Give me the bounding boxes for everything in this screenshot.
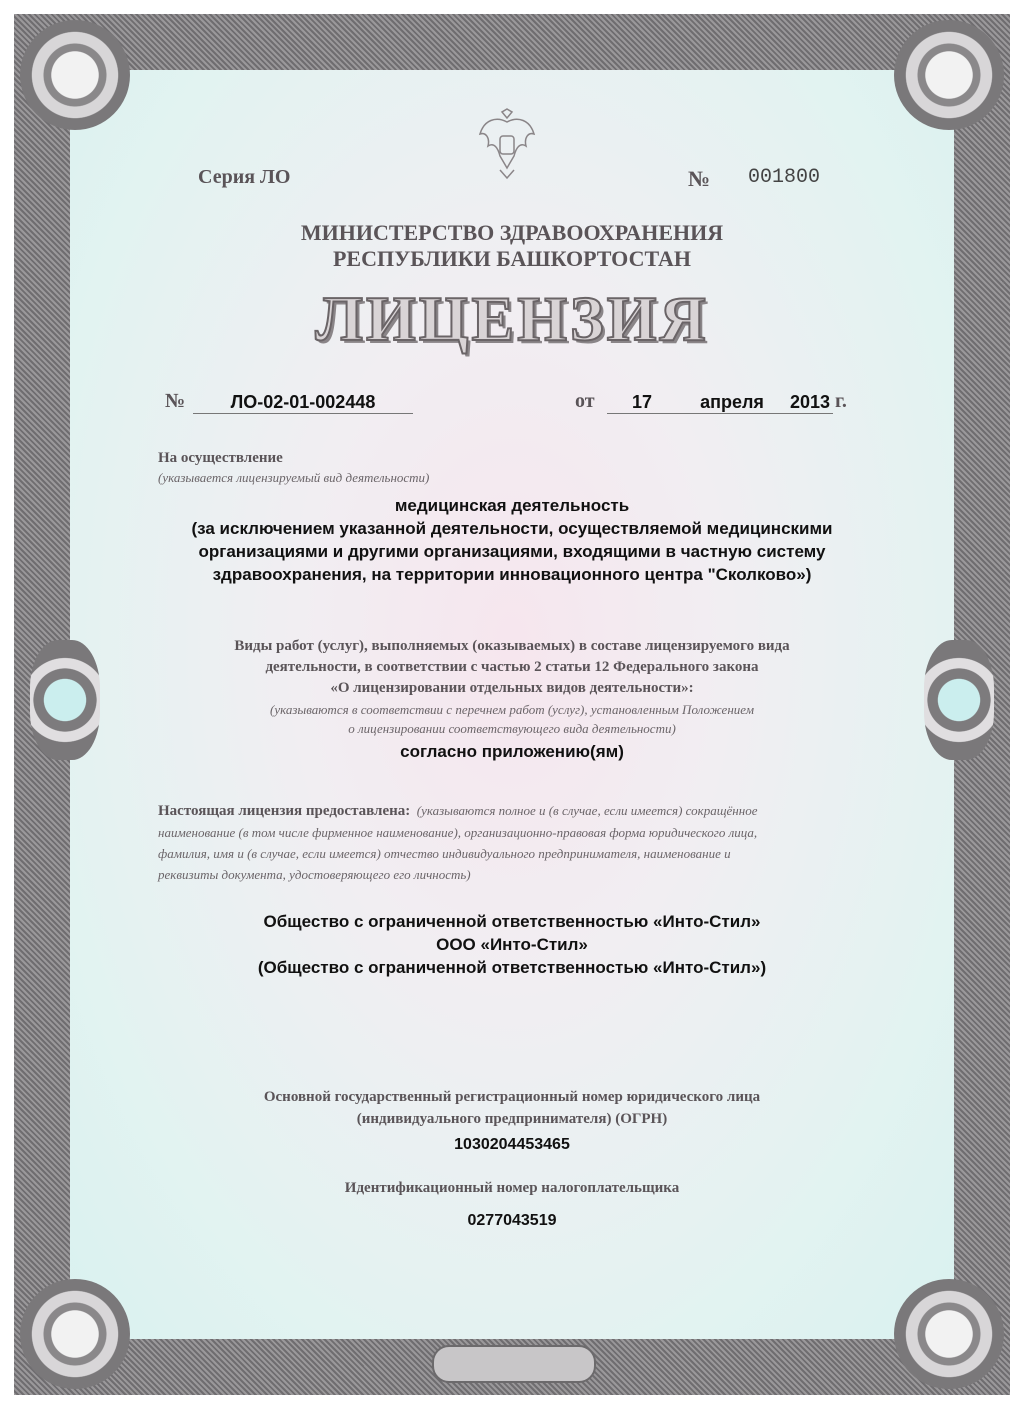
activity-line: организациями и другими организациями, входящими в частную систему	[198, 542, 826, 561]
license-number-sign: №	[165, 390, 186, 412]
license-day: 17	[607, 392, 677, 414]
corner-ornament-icon	[894, 1279, 1004, 1389]
series-label: Серия ЛО	[198, 166, 291, 188]
activity-description	[0, 494, 1024, 586]
activity-label: На осуществление	[158, 450, 283, 466]
works-heading	[0, 636, 1024, 699]
grantee-block	[158, 800, 878, 885]
activity-line: здравоохранения, на территории инновационного центра "Сколково»)	[212, 565, 812, 584]
corner-ornament-icon	[20, 1279, 130, 1389]
ogrn-value: 1030204453465	[454, 1136, 570, 1153]
grantee-hint: (указываются полное и (в случае, если имеется) сокращённое	[416, 803, 758, 818]
inn-label: Идентификационный номер налогоплательщика	[344, 1180, 680, 1196]
works-hint-line: (указываются в соответствии с перечнем работ (услуг), установленным Положением	[269, 702, 755, 717]
works-line: Виды работ (услуг), выполняемых (оказываемых) в составе лицензируемого вида	[234, 638, 790, 654]
activity-hint: (указывается лицензируемый вид деятельности)	[158, 470, 430, 485]
date-from-label: от	[575, 390, 595, 412]
form-number-sign: №	[688, 166, 711, 191]
ogrn-label-line: Основной государственный регистрационный номер юридического лица	[263, 1089, 761, 1105]
grantee-label: Настоящая лицензия предоставлена:	[158, 803, 411, 819]
grantee-brand-name: (Общество с ограниченной ответственностью «Инто-Стил»)	[257, 958, 767, 977]
works-value: согласно приложению(ям)	[400, 742, 624, 761]
grantee-hint-line: наименование (в том числе фирменное наименование), организационно-правовая форма юридического лица,	[158, 825, 758, 840]
works-hint-line: о лицензировании соответствующего вида деятельности)	[348, 721, 676, 736]
activity-line: (за исключением указанной деятельности, осуществляемой медицинскими	[191, 519, 833, 538]
activity-line: медицинская деятельность	[394, 496, 630, 515]
grantee-hint-line: реквизиты документа, удостоверяющего его личность)	[158, 867, 471, 882]
document-title: ЛИЦЕНЗИЯ	[315, 283, 709, 354]
ogrn-label	[0, 1086, 1024, 1130]
ogrn-label-line: (индивидуального предпринимателя) (ОГРН)	[356, 1111, 668, 1127]
grantee-short-name: ООО «Инто-Стил»	[436, 935, 588, 954]
works-line: деятельности, в соответствии с частью 2 статьи 12 Федерального закона	[265, 659, 759, 675]
corner-ornament-icon	[20, 20, 130, 130]
license-number-line	[165, 390, 865, 416]
license-year: 2013	[787, 392, 833, 414]
license-month: апреля	[677, 392, 787, 414]
ministry-line-2: РЕСПУБЛИКИ БАШКОРТОСТАН	[332, 246, 692, 271]
inn-value: 0277043519	[467, 1212, 557, 1229]
year-suffix: г.	[835, 390, 847, 412]
grantee-full-name: Общество с ограниченной ответственностью «Инто-Стил»	[263, 912, 761, 931]
ministry-line-1: МИНИСТЕРСТВО ЗДРАВООХРАНЕНИЯ	[300, 220, 724, 245]
form-number: 001800	[748, 166, 821, 189]
works-line: «О лицензировании отдельных видов деятельности»:	[330, 680, 694, 696]
coat-of-arms-emblem-icon	[478, 108, 536, 180]
grantee-names	[0, 910, 1024, 979]
license-number: ЛО-02-01-002448	[193, 392, 413, 414]
corner-ornament-icon	[894, 20, 1004, 130]
bottom-ornament-plate	[432, 1345, 596, 1383]
grantee-hint-line: фамилия, имя и (в случае, если имеется) отчество индивидуального предпринимателя, наименование и	[158, 846, 731, 861]
works-hint	[0, 700, 1024, 738]
